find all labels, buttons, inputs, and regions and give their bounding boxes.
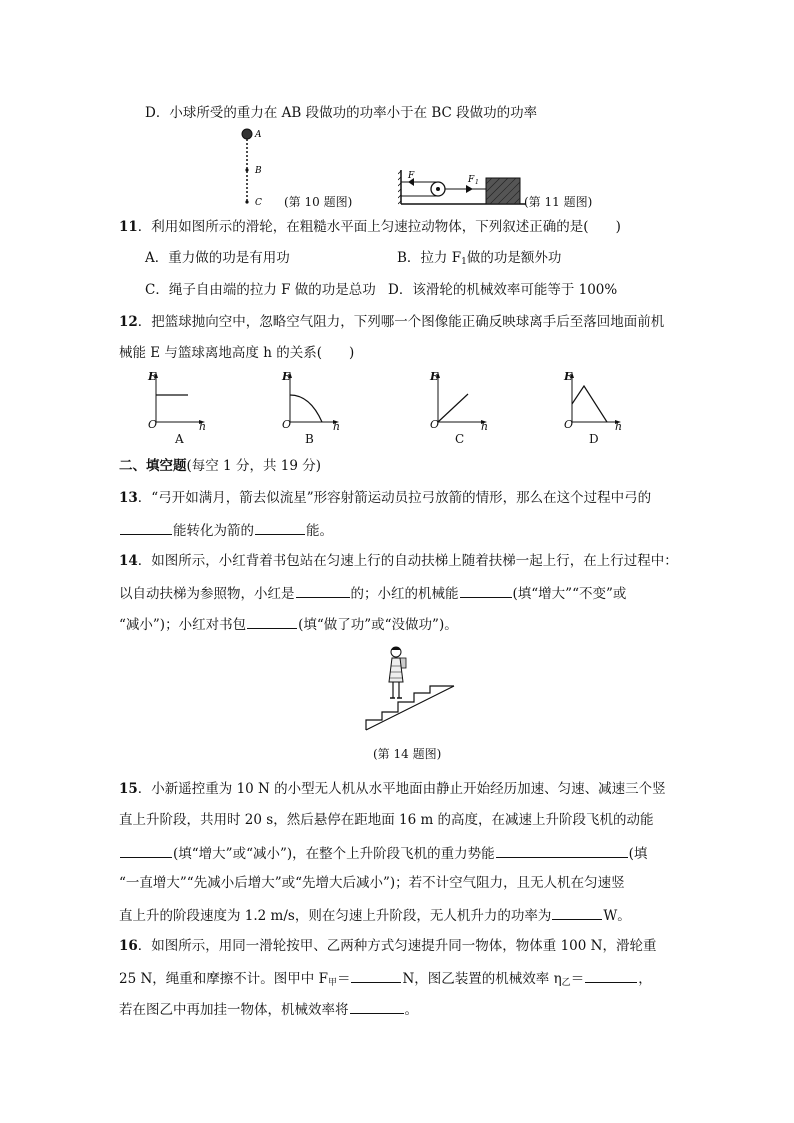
q10-label-b: B bbox=[255, 166, 262, 176]
q15-blank-1[interactable] bbox=[120, 843, 172, 858]
q11-option-b: B．拉力 $F_1$做的功是额外功 bbox=[397, 250, 562, 267]
q10-fig-caption: (第 10 题图) bbox=[284, 195, 353, 209]
q11-option-c: C．绳子自由端的拉力 F 做的功是总功 bbox=[145, 282, 376, 298]
q13-blank-2[interactable] bbox=[255, 520, 305, 535]
q11-figure bbox=[398, 168, 528, 206]
q14-blank-2[interactable] bbox=[460, 583, 512, 598]
q10-label-c: C bbox=[255, 198, 262, 208]
q13-line-1: 13．“弓开如满月，箭去似流星”形容射箭运动员拉弓放箭的情形，那么在这个过程中弓的 bbox=[119, 490, 652, 506]
graph-d-e-label: E bbox=[564, 370, 573, 383]
q16-blank-1[interactable] bbox=[351, 968, 401, 983]
q13-line-2: 能转化为箭的 能。 bbox=[119, 520, 333, 540]
q10-option-d: D．小球所受的重力在 AB 段做功的功率小于在 BC 段做功的功率 bbox=[145, 105, 538, 121]
graph-c-origin: O bbox=[430, 418, 440, 431]
q16-blank-2[interactable] bbox=[585, 968, 637, 983]
graph-a-e-label: E bbox=[148, 370, 157, 383]
graph-b-origin: O bbox=[282, 418, 292, 431]
q15-blank-2[interactable] bbox=[496, 843, 628, 858]
q15-line-2: 直上升阶段，共用时 20 s，然后悬停在距地面 16 m 的高度，在减速上升阶段飞机的动能 bbox=[119, 812, 654, 828]
graph-d-origin: O bbox=[564, 418, 574, 431]
q12-graph-c bbox=[428, 370, 492, 446]
q16-line-1: 16．如图所示，用同一滑轮按甲、乙两种方式匀速提升同一物体，物体重 100 N，滑轮重 bbox=[119, 938, 657, 954]
q15-line-3: (填“增大”或“减小”)，在整个上升阶段飞机的重力势能 (填 bbox=[119, 843, 647, 863]
q16-line-3: 若在图乙中再加挂一物体，机械效率将 。 bbox=[119, 999, 418, 1019]
q12-graph-a bbox=[146, 370, 210, 446]
q10-label-a: A bbox=[255, 130, 262, 140]
graph-a-h-label: h bbox=[199, 420, 207, 433]
q14-blank-1[interactable] bbox=[296, 583, 350, 598]
q12-graph-d bbox=[562, 370, 626, 446]
graph-a-letter: A bbox=[175, 432, 184, 446]
q15-line-5: 直上升的阶段速度为 1.2 m/s，则在匀速上升阶段，无人机升力的功率为 W。 bbox=[119, 905, 631, 925]
q11-label-f: F bbox=[408, 171, 415, 181]
q16-blank-3[interactable] bbox=[350, 999, 404, 1014]
q15-line-4: “一直增大”“先减小后增大”或“先增大后减小”)；若不计空气阻力，且无人机在匀速竖 bbox=[119, 875, 625, 891]
q11-label-f1-sub: 1 bbox=[475, 179, 479, 186]
girl-figure bbox=[389, 647, 406, 698]
graph-d-h-label: h bbox=[615, 420, 623, 433]
graph-d-letter: D bbox=[589, 432, 599, 446]
q11-option-a: A．重力做的功是有用功 bbox=[145, 250, 290, 266]
q12-graph-b bbox=[280, 370, 344, 446]
q14-blank-3[interactable] bbox=[247, 614, 297, 629]
q12-stem-1: 12．把篮球抛向空中，忽略空气阻力，下列哪一个图像能正确反映球离手后至落回地面前机 bbox=[119, 314, 665, 330]
section-2-heading: 二、填空题(每空 1 分，共 19 分) bbox=[119, 458, 321, 474]
q11-option-d: D．该滑轮的机械效率可能等于 100% bbox=[388, 282, 618, 298]
q14-line-1: 14．如图所示，小红背着书包站在匀速上行的自动扶梯上随着扶梯一起上行，在上行过程中： bbox=[119, 553, 678, 569]
graph-c-h-label: h bbox=[481, 420, 489, 433]
q14-line-3: “减小”)；小红对书包 (填“做了功”或“没做功”)。 bbox=[119, 614, 458, 634]
graph-b-h-label: h bbox=[333, 420, 341, 433]
graph-b-letter: B bbox=[305, 432, 314, 446]
q10-figure bbox=[238, 126, 272, 208]
graph-a-origin: O bbox=[148, 418, 158, 431]
q13-blank-1[interactable] bbox=[120, 520, 172, 535]
graph-c-letter: C bbox=[455, 432, 465, 446]
q16-line-2: 25 N，绳重和摩擦不计。图甲中 $F_甲= N$，图乙装置的机械效率 $\eta_乙=$ ， bbox=[119, 968, 652, 992]
q11-label-f1: F bbox=[468, 175, 475, 185]
q14-line-2: 以自动扶梯为参照物，小红是 的；小红的机械能 (填“增大”“不变”或 bbox=[119, 583, 626, 603]
q14-fig-caption: (第 14 题图) bbox=[373, 747, 442, 761]
graph-c-e-label: E bbox=[430, 370, 439, 383]
q11-stem: 11．利用如图所示的滑轮，在粗糙水平面上匀速拉动物体，下列叙述正确的是( ) bbox=[119, 219, 621, 235]
q14-figure bbox=[364, 640, 456, 736]
graph-b-e-label: E bbox=[282, 370, 291, 383]
q11-fig-caption: (第 11 题图) bbox=[524, 195, 593, 209]
q15-blank-3[interactable] bbox=[552, 905, 602, 920]
q12-stem-2: 械能 E 与篮球离地高度 h 的关系( ) bbox=[119, 345, 355, 361]
q15-line-1: 15．小新遥控重为 10 N 的小型无人机从水平地面由静止开始经历加速、匀速、减速三个竖 bbox=[119, 781, 666, 797]
